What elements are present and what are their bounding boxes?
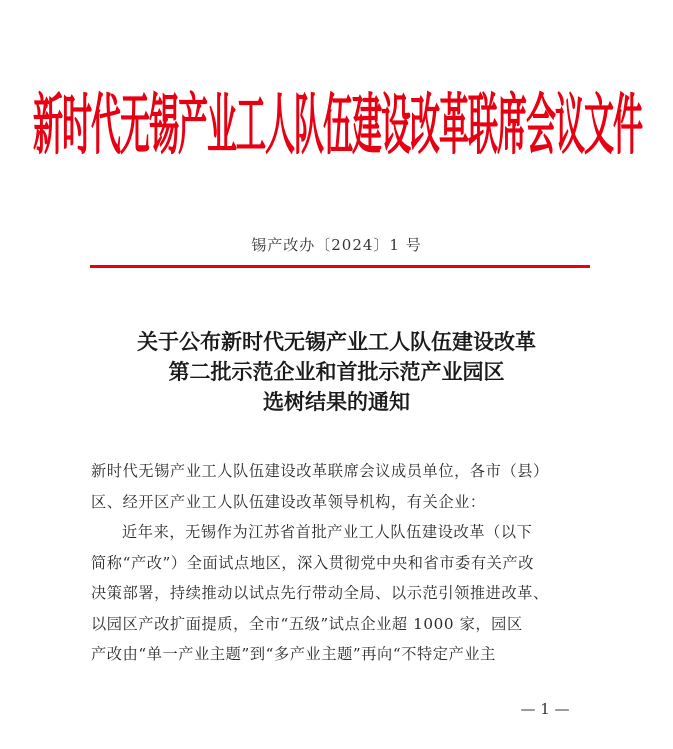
masthead-title: 新时代无锡产业工人队伍建设改革联席会议文件 [33,88,642,166]
addressee-line: 区、经开区产业工人队伍建设改革领导机构，有关企业： [91,492,486,511]
body-line: 简称“产改”）全面试点地区，深入贯彻党中央和省市委有关产改 [91,553,534,572]
document-title [0,327,673,417]
red-masthead [33,78,642,166]
body-line: 以园区产改扩面提质，全市“五级”试点企业超 1000 家，园区 [91,614,523,633]
body-line: 决策部署，持续推动以试点先行带动全局、以示范引领推进改革、 [91,584,549,602]
addressee-line: 新时代无锡产业工人队伍建设改革联席会议成员单位，各市（县） [91,462,549,480]
title-line: 关于公布新时代无锡产业工人队伍建设改革 [137,329,536,354]
red-separator-line [90,265,590,268]
body-line: 近年来，无锡作为江苏省首批产业工人队伍建设改革（以下 [122,523,533,541]
title-line: 选树结果的通知 [263,389,410,414]
document-body [91,456,591,670]
title-line: 第二批示范企业和首批示范产业园区 [168,359,505,384]
document-number: 锡产改办〔2024〕1 号 [251,236,422,254]
body-line: 产改由“单一产业主题”到“多产业主题”再向“不特定产业主 [91,645,496,663]
page-number: — 1 — [520,700,570,718]
